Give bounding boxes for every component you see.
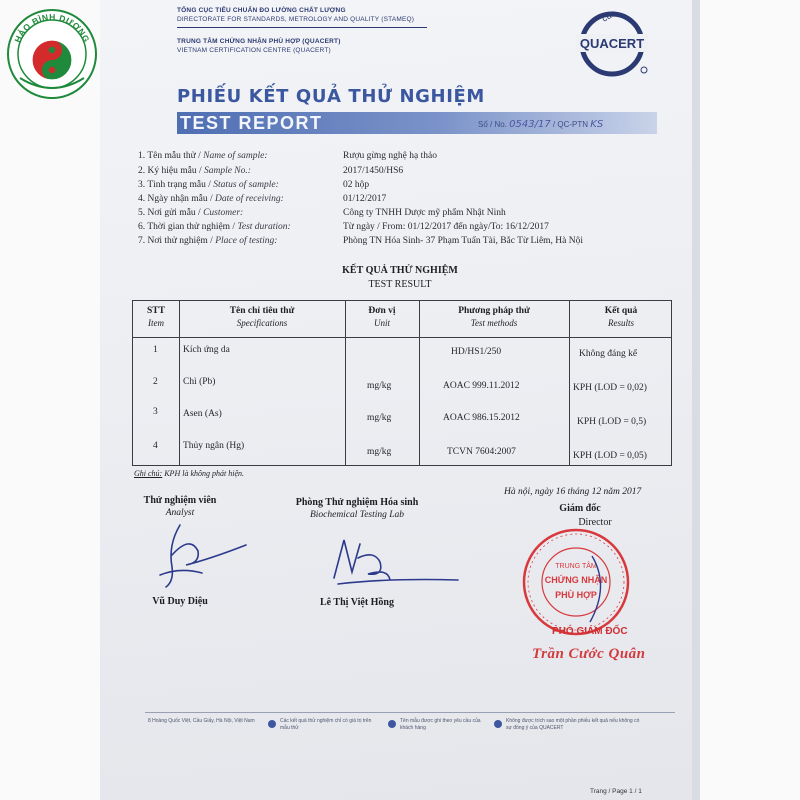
page-value: 1 / 1 xyxy=(629,788,642,795)
header-vn: Kết quả xyxy=(604,306,638,316)
table-cell-result: KPH (LOD = 0,05) xyxy=(573,451,647,461)
footer-note-1: Các kết quả thử nghiệm chỉ có giá trị trên mẫu thử xyxy=(280,718,372,731)
table-cell-spec: Asen (As) xyxy=(183,409,222,419)
results-note xyxy=(134,469,244,478)
info-label-vn: 2. Ký hiệu mẫu / xyxy=(138,166,204,176)
report-number-value: 0543/17 xyxy=(509,119,551,130)
analyst-signature xyxy=(150,515,260,595)
table-header-stt xyxy=(133,305,179,329)
report-title-en: TEST REPORT xyxy=(180,113,323,133)
info-icon xyxy=(494,720,502,728)
note-label: Ghi chú: xyxy=(134,469,163,478)
quacert-logo xyxy=(574,6,654,78)
info-label-en: Name of sample: xyxy=(203,151,268,161)
agency-name-en: DIRECTORATE FOR STANDARDS, METROLOGY AND QUALITY (STAMEQ) xyxy=(177,16,415,23)
header-en: Test methods xyxy=(470,318,518,328)
header-en: Unit xyxy=(373,318,390,328)
analyst-title: Thử nghiệm viên xyxy=(143,495,217,506)
table-cell-stt: 1 xyxy=(153,345,158,355)
info-label-vn: 7. Nơi thử nghiệm / xyxy=(138,236,216,246)
header-vn: Tên chỉ tiêu thử xyxy=(229,306,295,316)
info-value: Phòng TN Hóa Sinh- 37 Phạm Tuấn Tài, Bắc Từ Liêm, Hà Nội xyxy=(343,236,584,246)
table-cell-stt: 3 xyxy=(153,407,158,417)
analyst-name: Vũ Duy Diệu xyxy=(152,596,208,607)
director-title-en: Director xyxy=(578,517,612,528)
info-label-en: Sample No.: xyxy=(203,166,251,176)
report-number xyxy=(478,119,603,130)
stamp-line-1: TRUNG TÂM xyxy=(555,563,597,570)
brand-logo xyxy=(6,8,98,100)
brand-logo-graphic xyxy=(6,8,98,100)
table-cell-unit: mg/kg xyxy=(367,381,392,391)
table-header-spec xyxy=(179,305,345,329)
report-qc-value: KS xyxy=(590,119,604,130)
table-header-result xyxy=(569,305,673,329)
table-header-divider xyxy=(133,337,671,338)
lab-title-en: Biochemical Testing Lab xyxy=(309,510,405,520)
stamp-line-2: CHỨNG NHẬN xyxy=(544,575,608,585)
table-header-unit xyxy=(345,305,419,329)
centre-name-vn: TRUNG TÂM CHỨNG NHẬN PHÙ HỢP (QUACERT) xyxy=(177,38,341,45)
table-cell-spec: Thủy ngân (Hg) xyxy=(183,441,245,451)
results-title-en: TEST RESULT xyxy=(368,279,432,290)
stamp-line-3: PHÙ HỢP xyxy=(555,590,597,600)
page-number xyxy=(590,788,642,795)
results-title-vn: KẾT QUẢ THỬ NGHIỆM xyxy=(342,265,458,276)
table-cell-method: TCVN 7604:2007 xyxy=(447,447,516,457)
lab-signature xyxy=(318,528,468,593)
info-label-en: Test duration: xyxy=(237,222,291,232)
table-header-method xyxy=(419,305,569,329)
info-label-en: Place of testing: xyxy=(215,236,278,246)
info-label-vn: 5. Nơi gửi mẫu / xyxy=(138,208,204,218)
paper-edge xyxy=(692,0,700,800)
results-table xyxy=(132,300,672,466)
table-cell-unit: mg/kg xyxy=(367,413,392,423)
info-value: 01/12/2017 xyxy=(343,194,387,204)
table-cell-method: AOAC 986.15.2012 xyxy=(443,413,520,423)
background-right xyxy=(700,0,800,800)
info-label-en: Date of receiving: xyxy=(215,194,284,204)
agency-name-vn: TỔNG CỤC TIÊU CHUẨN ĐO LƯỜNG CHẤT LƯỢNG xyxy=(177,7,346,14)
report-date: Hà nội, ngày 16 tháng 12 năm 2017 xyxy=(504,487,642,497)
director-title: Giám đốc xyxy=(559,503,601,514)
info-label-vn: 3. Tình trạng mẫu / xyxy=(138,180,214,190)
info-value: Từ ngày / From: 01/12/2017 đến ngày/To: 16/12/2017 xyxy=(343,222,549,232)
quacert-arc-text: cun xyxy=(600,7,618,24)
info-value: 02 hộp xyxy=(343,180,370,190)
centre-name-en: VIETNAM CERTIFICATION CENTRE (QUACERT) xyxy=(177,47,331,54)
header-en: Specifications xyxy=(236,318,288,328)
footer-note-2: Tên mẫu được ghi theo yêu cầu của khách hàng xyxy=(400,718,481,731)
footer-note-3: Không được trích sao một phần phiếu kết quả nếu không có sự đồng ý của QUACERT xyxy=(506,718,640,731)
info-value: Rượu gừng nghệ hạ thảo xyxy=(343,151,437,161)
info-value: Công ty TNHH Dược mỹ phẩm Nhật Ninh xyxy=(343,208,506,218)
deputy-director-name: Trần Cước Quân xyxy=(532,646,646,662)
info-label-en: Status of sample: xyxy=(213,180,279,190)
info-icon xyxy=(268,720,276,728)
header-en: Results xyxy=(608,318,634,328)
official-stamp xyxy=(520,526,632,638)
table-cell-method: HD/HS1/250 xyxy=(451,347,502,357)
table-cell-spec: Chì (Pb) xyxy=(183,377,216,387)
header-vn: STT xyxy=(147,306,165,316)
analyst-title-en: Analyst xyxy=(165,508,195,518)
note-text: KPH là không phát hiện. xyxy=(164,469,244,478)
table-cell-unit: mg/kg xyxy=(367,447,392,457)
deputy-director-title: PHÓ GIÁM ĐỐC xyxy=(552,626,628,637)
header-vn: Phương pháp thử xyxy=(458,306,530,316)
header-en: Item xyxy=(148,318,164,328)
table-cell-result: Không đáng kể xyxy=(579,349,638,359)
info-label-vn: 4. Ngày nhận mẫu / xyxy=(138,194,216,204)
info-label-vn: 1. Tên mẫu thử / xyxy=(138,151,204,161)
report-title-vn: PHIẾU KẾT QUẢ THỬ NGHIỆM xyxy=(177,86,485,107)
table-cell-stt: 2 xyxy=(153,377,158,387)
info-icon xyxy=(388,720,396,728)
brand-logo-text: HẢO BÌNH DƯƠNG xyxy=(12,11,92,44)
table-cell-result: KPH (LOD = 0,02) xyxy=(573,383,647,393)
page-label: Trang / Page xyxy=(590,788,628,795)
report-qc-label: / QC-PTN xyxy=(552,120,589,129)
report-number-label: Số / No. xyxy=(478,120,507,129)
footer-address: 8 Hoàng Quốc Việt, Cầu Giấy, Hà Nội, Việt Nam xyxy=(148,718,255,724)
table-cell-result: KPH (LOD = 0,5) xyxy=(577,417,647,427)
info-label-en: Customer: xyxy=(203,208,244,218)
lab-name: Lê Thị Việt Hồng xyxy=(320,597,394,608)
quacert-logo-text: QUACERT xyxy=(579,36,645,51)
info-value: 2017/1450/HS6 xyxy=(343,166,404,176)
background-left xyxy=(0,0,100,800)
table-cell-stt: 4 xyxy=(153,441,158,451)
info-label-vn: 6. Thời gian thử nghiệm / xyxy=(138,222,238,232)
lab-title: Phòng Thử nghiệm Hóa sinh xyxy=(295,497,419,508)
header-vn: Đơn vị xyxy=(368,306,396,316)
header-divider xyxy=(177,27,427,28)
table-cell-spec: Kích ứng da xyxy=(183,345,230,355)
footer-divider xyxy=(145,712,675,713)
table-cell-method: AOAC 999.11.2012 xyxy=(443,381,520,391)
